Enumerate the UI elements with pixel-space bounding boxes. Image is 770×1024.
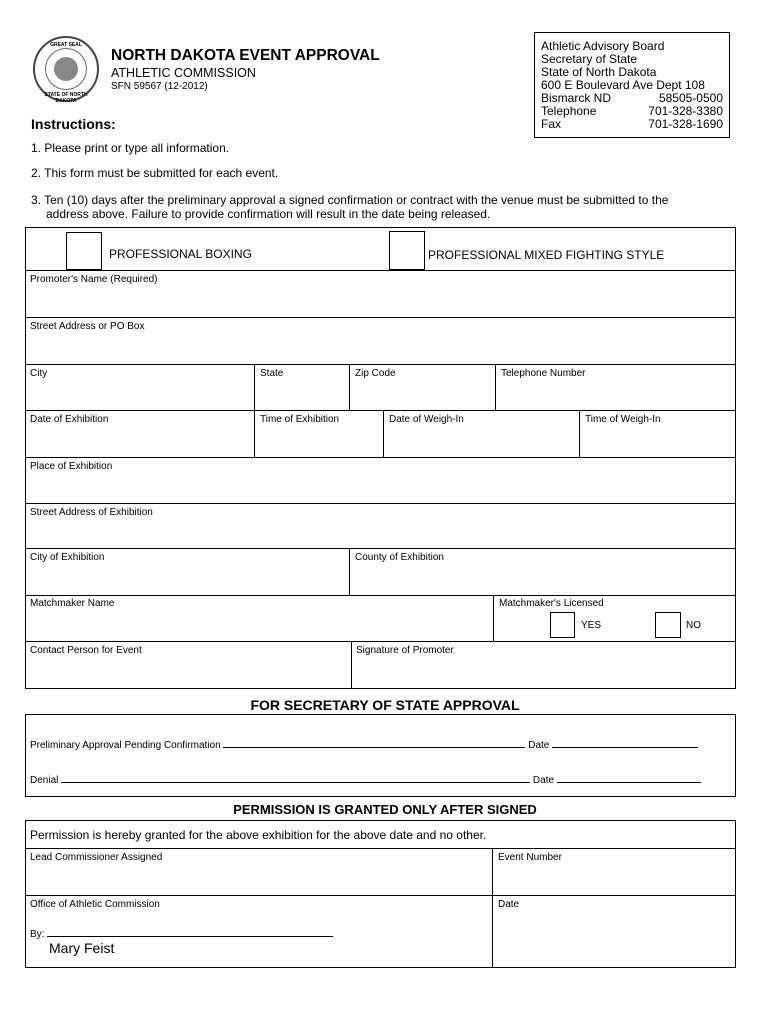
preliminary-date-label: Date: [528, 740, 550, 751]
seal-text-bottom: STATE OF NORTH DAKOTA: [44, 92, 88, 104]
county-exhibition-field[interactable]: County of Exhibition: [355, 552, 444, 563]
licensed-yes-label: YES: [581, 620, 602, 631]
form-title: NORTH DAKOTA EVENT APPROVAL: [111, 47, 380, 64]
boxing-label: PROFESSIONAL BOXING: [109, 247, 252, 261]
preliminary-date-line[interactable]: [552, 747, 698, 748]
street-exhibition-field[interactable]: Street Address of Exhibition: [30, 507, 153, 518]
preliminary-approval-label: Preliminary Approval Pending Confirmation: [30, 740, 221, 751]
address-fax-row: [541, 118, 723, 131]
by-signature-line[interactable]: [47, 936, 333, 937]
address-zip: 58505-0500: [658, 91, 723, 105]
state-field[interactable]: State: [260, 368, 284, 379]
instructions-heading: Instructions:: [31, 116, 116, 132]
approval-heading: FOR SECRETARY OF STATE APPROVAL: [250, 697, 520, 713]
permission-date-field[interactable]: Date: [498, 899, 520, 910]
state-seal: [33, 36, 99, 102]
by-row: [30, 929, 333, 940]
event-form: [25, 227, 736, 689]
time-weighin-field[interactable]: Time of Weigh-In: [585, 414, 661, 425]
fax-label: Fax: [541, 117, 562, 131]
by-label: By:: [30, 929, 45, 940]
boxing-checkbox[interactable]: [66, 232, 102, 270]
denial-label: Denial: [30, 775, 59, 786]
tel-label: Telephone: [541, 104, 597, 118]
promoter-name-field[interactable]: Promoter's Name (Required): [30, 274, 158, 285]
permission-heading: PERMISSION IS GRANTED ONLY AFTER SIGNED: [233, 802, 537, 817]
fax-value: 701-328-1690: [648, 117, 723, 131]
matchmaker-name-field[interactable]: Matchmaker Name: [30, 598, 115, 609]
event-number-field[interactable]: Event Number: [498, 852, 562, 863]
mma-label: PROFESSIONAL MIXED FIGHTING STYLE: [428, 248, 665, 262]
address-line-3: State of North Dakota: [541, 65, 657, 79]
permission-statement: Permission is hereby granted for the above exhibition for the above date and no other.: [30, 828, 487, 842]
denial-date-label: Date: [532, 775, 555, 786]
licensed-no-label: NO: [686, 620, 701, 631]
office-field: Office of Athletic Commission: [30, 899, 160, 910]
zip-field[interactable]: Zip Code: [355, 368, 396, 379]
city-exhibition-field[interactable]: City of Exhibition: [30, 552, 105, 563]
tel-value: 701-328-3380: [648, 104, 723, 118]
instruction-3-line-2: address above. Failure to provide confirmation will result in the date being released.: [46, 207, 491, 221]
permission-box: [25, 820, 736, 968]
seal-text-top: GREAT SEAL: [50, 42, 82, 48]
time-exhibition-field[interactable]: Time of Exhibition: [260, 414, 340, 425]
place-exhibition-field[interactable]: Place of Exhibition: [30, 461, 113, 472]
licensed-no-checkbox[interactable]: [655, 612, 681, 638]
denial-row: [30, 775, 701, 786]
street-address-field[interactable]: Street Address or PO Box: [30, 321, 145, 332]
address-city: Bismarck ND: [541, 91, 612, 105]
address-line-4: 600 E Boulevard Ave Dept 108: [541, 78, 705, 92]
instruction-1: 1. Please print or type all information.: [31, 141, 230, 155]
denial-date-line[interactable]: [557, 782, 701, 783]
address-box: [534, 32, 730, 138]
lead-commissioner-field[interactable]: Lead Commissioner Assigned: [30, 852, 163, 863]
signer-name: Mary Feist: [49, 940, 115, 956]
telephone-field[interactable]: Telephone Number: [501, 368, 586, 379]
denial-line[interactable]: [61, 782, 530, 783]
licensed-yes-checkbox[interactable]: [550, 612, 575, 638]
signature-promoter-field[interactable]: Signature of Promoter: [356, 645, 454, 656]
city-field[interactable]: City: [30, 368, 48, 379]
form-subtitle: ATHLETIC COMMISSION: [111, 66, 256, 80]
preliminary-approval-line[interactable]: [223, 747, 525, 748]
preliminary-approval-row: [30, 740, 698, 751]
address-line-2: Secretary of State: [541, 52, 638, 66]
contact-person-field[interactable]: Contact Person for Event: [30, 645, 142, 656]
date-weighin-field[interactable]: Date of Weigh-In: [389, 414, 464, 425]
mma-checkbox[interactable]: [389, 231, 425, 270]
form-number: SFN 59567 (12-2012): [111, 81, 208, 92]
address-line-1: Athletic Advisory Board: [541, 39, 665, 53]
instruction-2: 2. This form must be submitted for each event.: [31, 166, 279, 180]
matchmaker-licensed-label: Matchmaker's Licensed: [499, 598, 604, 609]
date-exhibition-field[interactable]: Date of Exhibition: [30, 414, 109, 425]
instruction-3-line-1: 3. Ten (10) days after the preliminary approval a signed confirmation or contract with the venue must be submitted to the: [31, 193, 669, 207]
